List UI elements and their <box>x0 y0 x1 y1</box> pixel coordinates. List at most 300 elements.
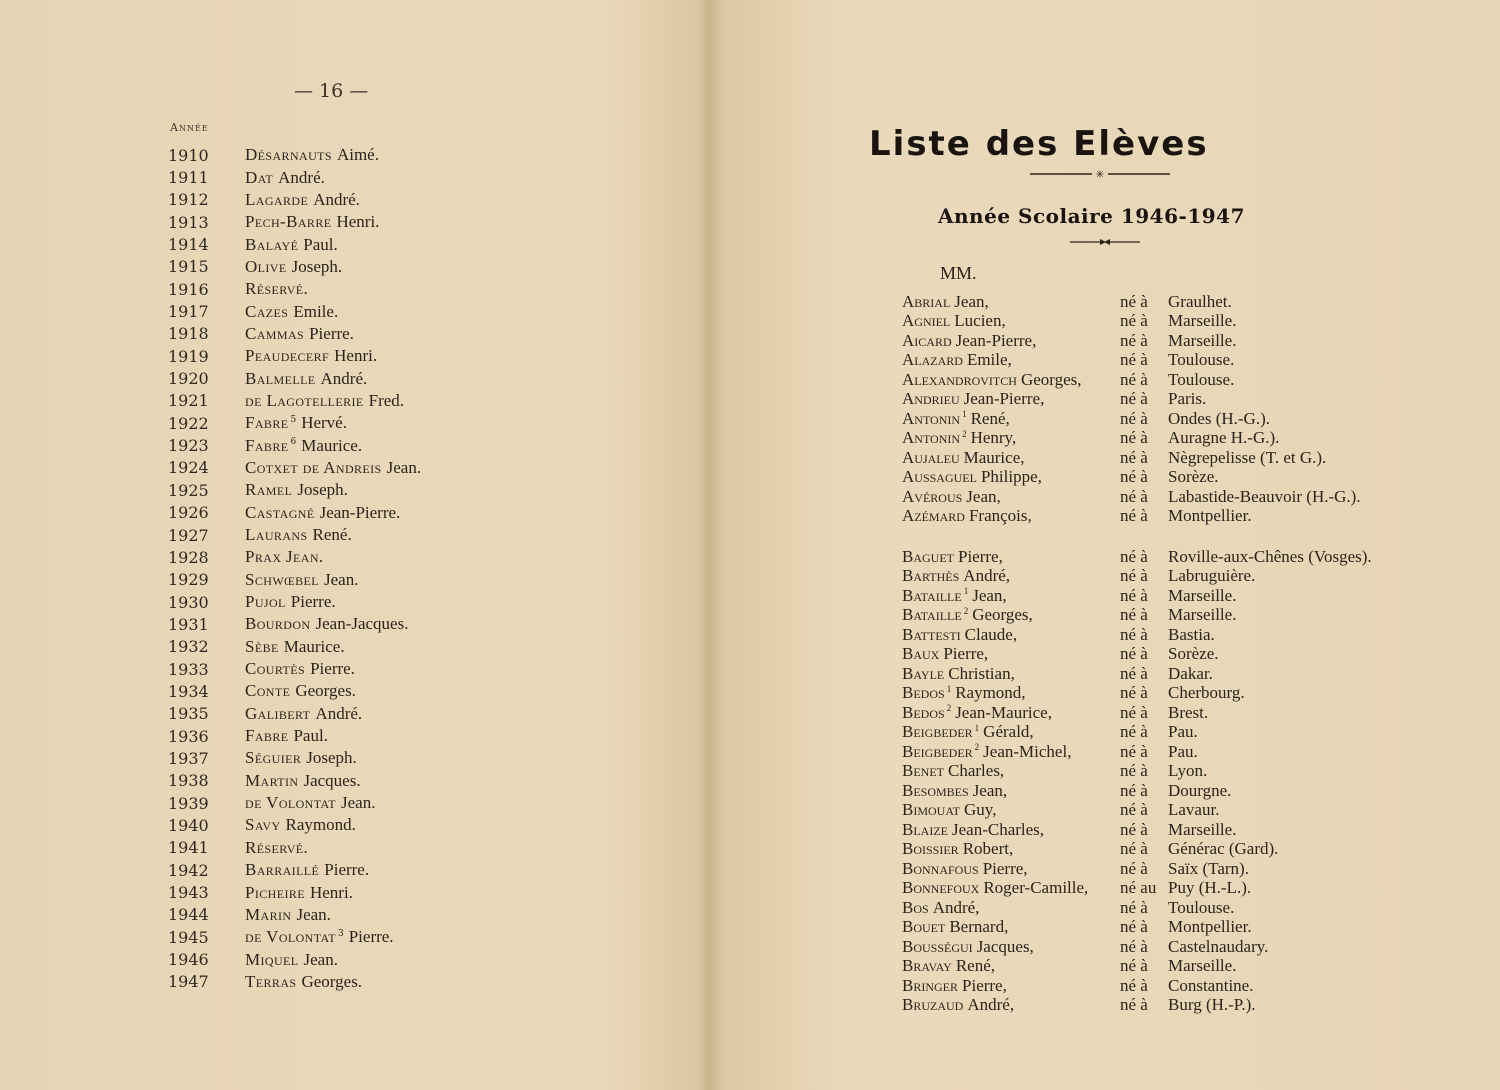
first-name: Maurice. <box>283 636 345 656</box>
student-last-name: Azémard <box>902 506 965 526</box>
student-first-name: Claude, <box>964 624 1018 644</box>
name-cell <box>245 257 342 277</box>
birthplace: Générac (Gard). <box>1168 839 1279 859</box>
year-cell: 1924 <box>168 458 209 478</box>
year-cell: 1947 <box>168 972 209 992</box>
last-name: Peaudecerf <box>245 346 330 366</box>
student-row <box>902 312 1492 332</box>
year-cell: 1941 <box>168 838 209 858</box>
student-last-name: Bimouat <box>902 800 961 820</box>
student-name <box>902 820 1120 840</box>
student-last-name: Aicard <box>902 330 952 350</box>
name-cell <box>245 704 362 724</box>
born-at: né à <box>1120 683 1148 703</box>
student-name <box>902 742 1120 762</box>
birthplace: Saïx (Tarn). <box>1168 858 1249 878</box>
year-row <box>160 703 421 725</box>
student-row <box>902 801 1492 821</box>
student-first-name: Jean-Pierre, <box>963 389 1045 409</box>
last-name: Ramel <box>245 480 293 500</box>
born-at: né à <box>1120 486 1148 506</box>
student-row <box>902 957 1492 977</box>
name-cell <box>245 413 347 433</box>
student-first-name: Christian, <box>948 663 1015 683</box>
year-row <box>160 904 421 926</box>
first-name: Pierre. <box>348 927 394 947</box>
born-at: né à <box>1120 369 1148 389</box>
student-first-name: Jean, <box>954 291 989 311</box>
year-cell: 1926 <box>168 503 209 523</box>
year-cell: 1915 <box>168 257 209 277</box>
first-name: Paul. <box>293 726 328 746</box>
year-cell: 1923 <box>168 436 209 456</box>
student-last-name: Beigbeder <box>902 741 973 761</box>
first-name: Henri. <box>336 212 380 232</box>
year-row <box>160 189 421 211</box>
born-at: né à <box>1120 291 1148 311</box>
student-name <box>902 878 1120 898</box>
student-first-name: Pierre, <box>943 644 989 664</box>
student-row <box>902 351 1492 371</box>
student-row <box>902 859 1492 879</box>
first-name: Jean. <box>340 793 376 813</box>
born-at: né à <box>1120 761 1148 781</box>
last-name: Marin <box>245 904 292 924</box>
birthplace: Sorèze. <box>1168 644 1219 664</box>
year-row <box>160 166 421 188</box>
student-row <box>902 820 1492 840</box>
first-name: Pierre. <box>324 860 370 880</box>
birthplace: Puy (H.-L.). <box>1168 878 1252 898</box>
first-name: Jean. <box>324 569 359 589</box>
student-first-name: Bernard, <box>949 917 1009 937</box>
born-at: né à <box>1120 722 1148 742</box>
student-last-name: Aussaguel <box>902 467 977 487</box>
student-name <box>902 506 1120 526</box>
student-name <box>902 664 1120 684</box>
name-cell <box>245 458 421 478</box>
name-cell <box>245 883 353 903</box>
name-index: 3 <box>337 928 344 939</box>
year-cell: 1928 <box>168 547 209 567</box>
subtitle-ornament <box>1070 238 1140 246</box>
title-ornament <box>1030 168 1170 180</box>
student-index: 2 <box>974 742 980 753</box>
student-last-name: Besombes <box>902 780 969 800</box>
student-row <box>902 723 1492 743</box>
year-cell: 1922 <box>168 413 209 433</box>
student-name <box>902 370 1120 390</box>
student-first-name: Jacques, <box>976 936 1034 956</box>
year-cell: 1921 <box>168 391 209 411</box>
student-row <box>902 507 1492 527</box>
first-name: Georges. <box>295 681 356 701</box>
last-name: Fabre <box>245 435 289 455</box>
name-cell <box>245 637 345 657</box>
born-at: né à <box>1120 702 1148 722</box>
student-row <box>902 742 1492 762</box>
year-cell: 1918 <box>168 324 209 344</box>
born-at: né à <box>1120 897 1148 917</box>
birthplace: Montpellier. <box>1168 506 1252 526</box>
born-at: né à <box>1120 447 1148 467</box>
list-title: Liste des Elèves <box>869 124 1209 164</box>
first-name: André. <box>320 368 368 388</box>
first-name: Henri. <box>334 346 378 366</box>
student-first-name: Emile, <box>966 350 1012 370</box>
student-index: 1 <box>962 409 967 420</box>
birthplace: Pau. <box>1168 741 1198 761</box>
student-index: 2 <box>946 703 952 714</box>
last-name: Cammas <box>245 323 305 343</box>
student-name <box>902 781 1120 801</box>
year-row <box>160 747 421 769</box>
birthplace: Lavaur. <box>1168 800 1220 820</box>
student-last-name: Bedos <box>902 683 945 703</box>
student-name <box>902 311 1120 331</box>
student-row <box>902 331 1492 351</box>
name-cell <box>245 681 356 701</box>
name-index: 6 <box>290 437 297 448</box>
student-first-name: Robert, <box>962 839 1014 859</box>
student-name <box>902 995 1120 1015</box>
year-row <box>160 613 421 635</box>
born-at: né au <box>1120 878 1157 898</box>
name-cell <box>245 927 394 947</box>
last-name: de Volontat <box>245 927 336 947</box>
student-name <box>902 859 1120 879</box>
born-at: né à <box>1120 663 1148 683</box>
name-cell <box>245 905 331 925</box>
student-first-name: François, <box>968 506 1032 526</box>
birthplace: Sorèze. <box>1168 467 1219 487</box>
year-row <box>160 233 421 255</box>
last-name: Bourdon <box>245 614 311 634</box>
year-row <box>160 881 421 903</box>
first-name: Georges. <box>301 971 363 991</box>
year-row <box>160 502 421 524</box>
student-last-name: Blaize <box>902 819 948 839</box>
birthplace: Toulouse. <box>1168 897 1235 917</box>
first-name: Hervé. <box>301 413 347 433</box>
first-name: André. <box>315 703 363 723</box>
name-cell <box>245 391 404 411</box>
student-index: 1 <box>946 683 952 694</box>
student-last-name: Bataille <box>902 585 962 605</box>
birthplace: Montpellier. <box>1168 917 1252 937</box>
year-cell: 1933 <box>168 659 209 679</box>
year-row <box>160 658 421 680</box>
student-first-name: Guy, <box>964 800 997 820</box>
name-cell <box>245 547 324 567</box>
student-last-name: Bouet <box>902 917 946 937</box>
student-first-name: René, <box>970 408 1010 428</box>
student-row <box>902 898 1492 918</box>
student-name <box>902 409 1120 429</box>
year-row <box>160 591 421 613</box>
born-at: né à <box>1120 605 1148 625</box>
student-first-name: Lucien, <box>954 311 1006 331</box>
student-last-name: Andrieu <box>902 389 960 409</box>
student-name <box>902 292 1120 312</box>
year-cell: 1946 <box>168 950 209 970</box>
student-last-name: Antonin <box>902 408 961 428</box>
year-row <box>160 211 421 233</box>
student-name <box>902 566 1120 586</box>
student-first-name: Henry, <box>970 428 1017 448</box>
year-cell: 1942 <box>168 860 209 880</box>
year-row <box>160 770 421 792</box>
birthplace: Bastia. <box>1168 624 1215 644</box>
year-cell: 1912 <box>168 190 209 210</box>
student-row <box>902 586 1492 606</box>
year-row <box>160 144 421 166</box>
right-page <box>712 0 1500 1090</box>
name-cell <box>245 592 336 612</box>
student-name <box>902 350 1120 370</box>
student-first-name: Philippe, <box>980 467 1042 487</box>
student-last-name: Baguet <box>902 546 954 566</box>
student-first-name: Jean-Maurice, <box>955 702 1052 722</box>
year-cell: 1930 <box>168 592 209 612</box>
year-cell: 1913 <box>168 212 209 232</box>
born-at: né à <box>1120 741 1148 761</box>
student-last-name: Bousségui <box>902 936 973 956</box>
student-row <box>902 606 1492 626</box>
student-row <box>902 625 1492 645</box>
year-cell: 1932 <box>168 637 209 657</box>
last-name: Olive <box>245 256 287 276</box>
school-year-subtitle: Année Scolaire 1946-1947 <box>938 204 1245 228</box>
year-row <box>160 859 421 881</box>
born-at: né à <box>1120 839 1148 859</box>
student-row <box>902 937 1492 957</box>
student-last-name: Bedos <box>902 702 945 722</box>
name-cell <box>245 436 362 456</box>
born-at: né à <box>1120 467 1148 487</box>
student-index: 2 <box>962 428 967 439</box>
name-cell <box>245 324 354 344</box>
year-row <box>160 569 421 591</box>
student-name <box>902 586 1120 606</box>
student-last-name: Boissier <box>902 839 959 859</box>
first-name: Jean-Jacques. <box>315 614 409 634</box>
year-cell: 1940 <box>168 815 209 835</box>
last-name: Réservé. <box>245 279 309 299</box>
year-row <box>160 278 421 300</box>
student-first-name: Georges, <box>1020 369 1082 389</box>
year-cell: 1929 <box>168 570 209 590</box>
birthplace: Labruguière. <box>1168 566 1256 586</box>
year-row <box>160 814 421 836</box>
student-first-name: Jean, <box>972 780 1008 800</box>
year-row <box>160 524 421 546</box>
year-cell: 1937 <box>168 748 209 768</box>
student-last-name: Battesti <box>902 624 961 644</box>
year-row <box>160 636 421 658</box>
first-name: René. <box>312 525 352 545</box>
birthplace: Dourgne. <box>1168 780 1232 800</box>
year-cell: 1916 <box>168 279 209 299</box>
last-name: Fabre <box>245 413 289 433</box>
born-at: né à <box>1120 819 1148 839</box>
first-name: Aimé. <box>336 145 379 165</box>
first-name: Jean. <box>386 457 422 477</box>
year-row <box>160 837 421 859</box>
student-block-b <box>902 547 1492 1015</box>
year-row <box>160 479 421 501</box>
name-cell <box>245 860 369 880</box>
last-name: Balayé <box>245 234 299 254</box>
student-row <box>902 684 1492 704</box>
born-at: né à <box>1120 330 1148 350</box>
student-last-name: Benet <box>902 761 944 781</box>
student-last-name: Bataille <box>902 605 962 625</box>
birthplace: Cherbourg. <box>1168 683 1245 703</box>
birthplace: Castelnaudary. <box>1168 936 1269 956</box>
born-at: né à <box>1120 956 1148 976</box>
first-name: Jacques. <box>303 770 361 790</box>
student-name <box>902 898 1120 918</box>
student-list <box>902 292 1492 1015</box>
born-at: né à <box>1120 585 1148 605</box>
student-first-name: André, <box>967 995 1015 1015</box>
last-name: Dat <box>245 167 274 187</box>
year-cell: 1939 <box>168 793 209 813</box>
birthplace: Marseille. <box>1168 330 1237 350</box>
year-cell: 1936 <box>168 726 209 746</box>
student-row <box>902 918 1492 938</box>
last-name: Picheire <box>245 882 305 902</box>
last-name: Courtès <box>245 659 306 679</box>
year-row <box>160 323 421 345</box>
born-at: né à <box>1120 624 1148 644</box>
born-at: né à <box>1120 936 1148 956</box>
name-cell <box>245 838 308 858</box>
year-cell: 1919 <box>168 346 209 366</box>
student-index: 2 <box>963 605 969 616</box>
year-row <box>160 457 421 479</box>
last-name: de Lagotellerie <box>245 390 364 410</box>
student-first-name: Georges, <box>972 605 1033 625</box>
first-name: Emile. <box>293 301 339 321</box>
name-cell <box>245 815 356 835</box>
student-row <box>902 370 1492 390</box>
student-name <box>902 976 1120 996</box>
student-last-name: Bonnafous <box>902 858 979 878</box>
year-row <box>160 345 421 367</box>
student-name <box>902 937 1120 957</box>
name-cell <box>245 950 338 970</box>
year-row <box>160 926 421 948</box>
last-name: Castagné <box>245 502 315 522</box>
last-name: Cotxet de Andreis <box>245 457 382 477</box>
page-number: — 16 — <box>294 80 369 102</box>
student-last-name: Bos <box>902 897 929 917</box>
year-cell: 1943 <box>168 883 209 903</box>
year-row <box>160 412 421 434</box>
student-name <box>902 331 1120 351</box>
student-row <box>902 567 1492 587</box>
first-name: André. <box>313 189 360 209</box>
last-name: Pech-Barre <box>245 212 332 232</box>
first-name: Maurice. <box>301 435 363 455</box>
born-at: né à <box>1120 975 1148 995</box>
name-cell <box>245 748 357 768</box>
student-first-name: Maurice, <box>963 447 1025 467</box>
student-first-name: Raymond, <box>955 683 1026 703</box>
birthplace: Dakar. <box>1168 663 1213 683</box>
born-at: né à <box>1120 995 1148 1015</box>
last-name: Terras <box>245 971 297 991</box>
birthplace: Marseille. <box>1168 585 1237 605</box>
student-last-name: Bringer <box>902 975 959 995</box>
student-last-name: Antonin <box>902 428 961 448</box>
last-name: Cazes <box>245 301 289 321</box>
student-row <box>902 547 1492 567</box>
born-at: né à <box>1120 858 1148 878</box>
student-first-name: Jean, <box>966 486 1001 506</box>
last-name: Barraillé <box>245 860 320 880</box>
name-cell <box>245 972 362 992</box>
birthplace: Toulouse. <box>1168 350 1235 370</box>
student-row <box>902 762 1492 782</box>
first-name: Henri. <box>309 882 353 902</box>
student-index: 1 <box>974 722 980 733</box>
year-row <box>160 948 421 970</box>
last-name: Prax Jean. <box>245 547 324 567</box>
year-cell: 1945 <box>168 927 209 947</box>
year-row <box>160 367 421 389</box>
name-cell <box>245 525 352 545</box>
student-row <box>902 996 1492 1016</box>
year-cell: 1911 <box>168 168 209 188</box>
student-first-name: André, <box>963 566 1011 586</box>
name-cell <box>245 659 355 679</box>
name-index: 5 <box>290 414 297 425</box>
birthplace: Marseille. <box>1168 956 1237 976</box>
student-row <box>902 645 1492 665</box>
name-cell <box>245 168 325 188</box>
student-name <box>902 547 1120 567</box>
student-name <box>902 605 1120 625</box>
name-cell <box>245 614 408 634</box>
first-name: Pierre. <box>290 592 336 612</box>
year-cell: 1917 <box>168 302 209 322</box>
birthplace: Ondes (H.-G.). <box>1168 408 1270 428</box>
last-name: Conte <box>245 681 291 701</box>
born-at: né à <box>1120 566 1148 586</box>
last-name: Schwœbel <box>245 569 319 589</box>
student-name <box>902 625 1120 645</box>
year-cell: 1925 <box>168 480 209 500</box>
year-row <box>160 390 421 412</box>
student-name <box>902 956 1120 976</box>
student-first-name: Jean-Charles, <box>952 819 1045 839</box>
student-name <box>902 487 1120 507</box>
year-cell: 1938 <box>168 771 209 791</box>
birthplace: Constantine. <box>1168 975 1254 995</box>
student-last-name: Bonnefoux <box>902 878 980 898</box>
born-at: né à <box>1120 780 1148 800</box>
student-last-name: Baux <box>902 644 940 664</box>
birthplace: Pau. <box>1168 722 1198 742</box>
year-cell: 1920 <box>168 369 209 389</box>
born-at: né à <box>1120 800 1148 820</box>
student-first-name: Pierre, <box>962 975 1007 995</box>
student-name <box>902 703 1120 723</box>
student-first-name: Jean-Michel, <box>983 741 1072 761</box>
